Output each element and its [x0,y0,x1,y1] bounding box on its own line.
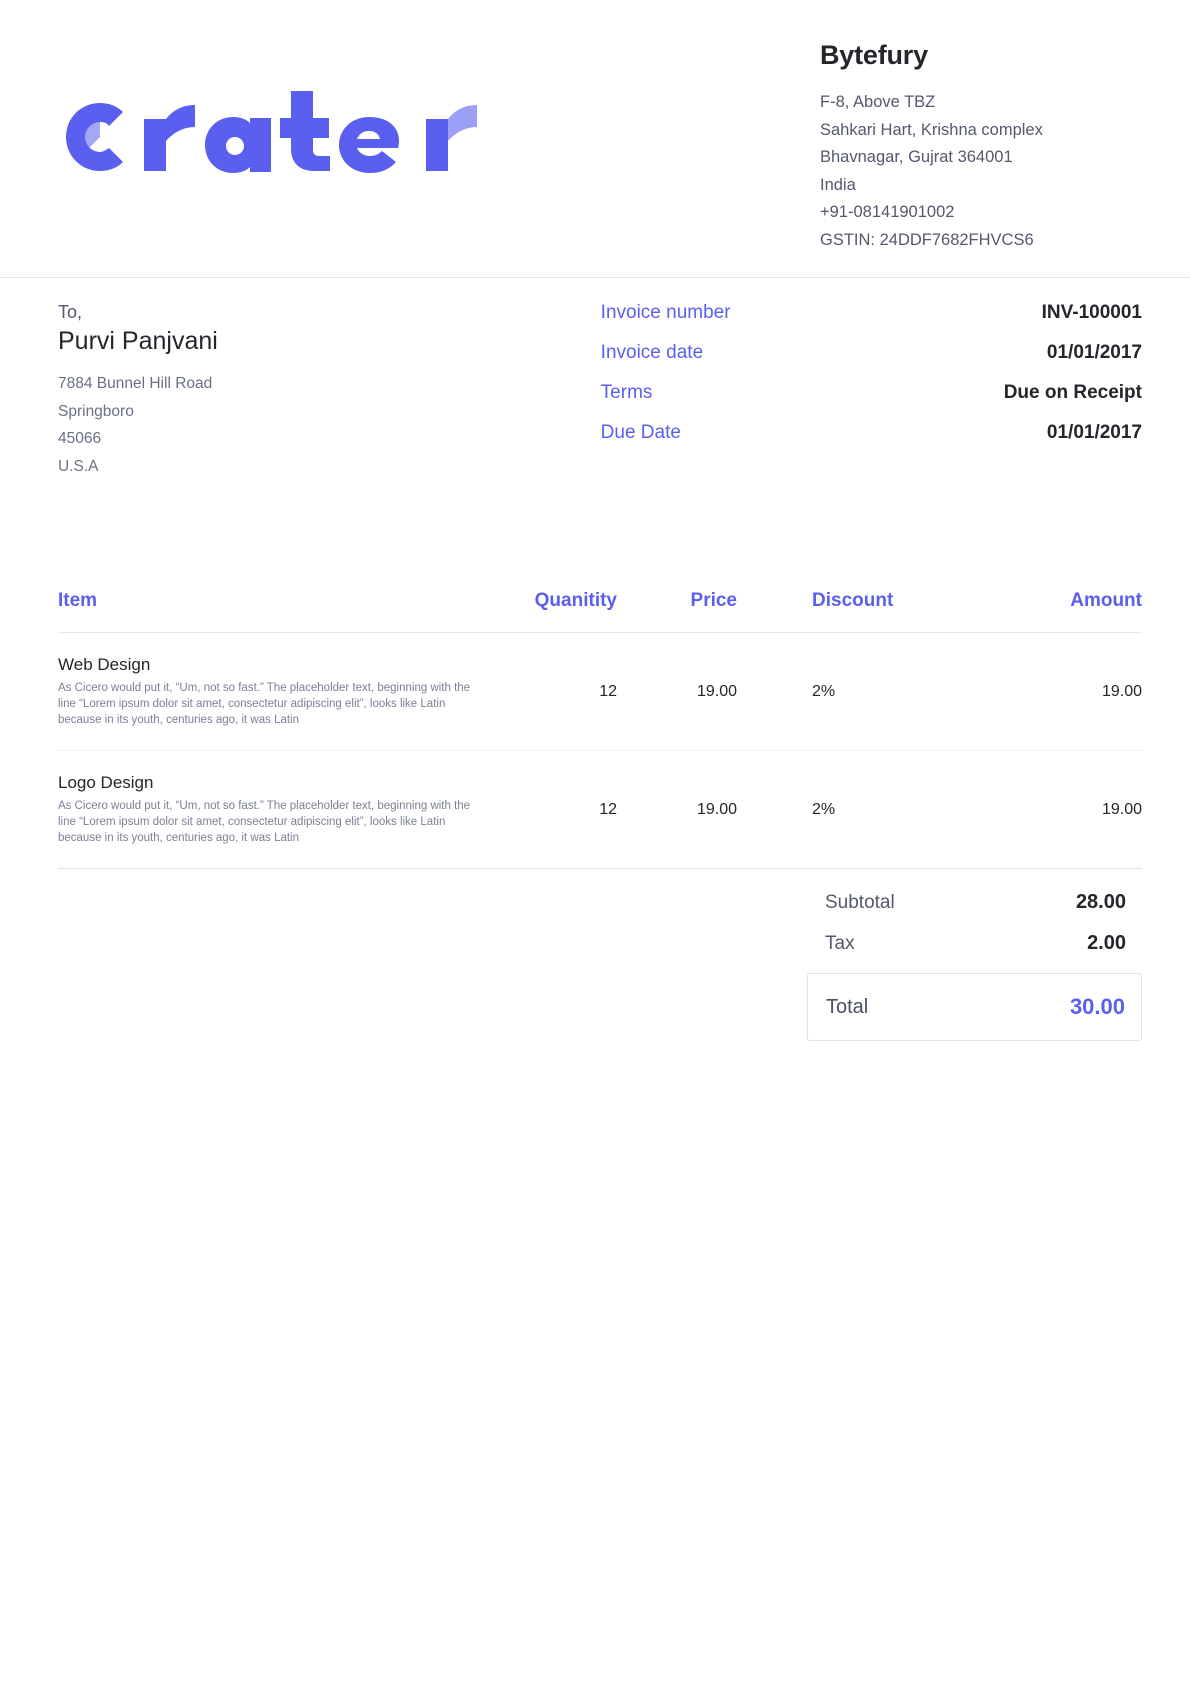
item-amount: 19.00 [997,751,1142,869]
totals-inner [807,891,1142,1041]
client-address-line: Springboro [58,402,134,420]
tax-label: Tax [825,933,855,954]
item-name: Web Design [58,655,151,674]
subtotal-row [807,891,1142,914]
company-address-line: F-8, Above TBZ [820,93,936,111]
meta-row-invoice-date [601,342,1142,364]
invoice-meta-section [0,254,1190,480]
item-quantity: 12 [487,633,617,751]
items-header-row [58,590,1142,633]
item-price: 19.00 [617,633,737,751]
company-details [820,40,1120,254]
total-label: Total [826,995,869,1018]
items-table-head [58,590,1142,633]
column-header-quantity: Quanitity [487,590,617,633]
client-address-line: U.S.A [58,457,99,475]
table-row [58,751,1142,869]
grand-total-row [807,973,1142,1041]
meta-row-invoice-number [601,302,1142,324]
meta-label: Terms [600,382,653,403]
column-header-item: Item [58,590,487,633]
item-description: As Cicero would put it, “Um, not so fast.” The placeholder text, beginning with the line “Lorem ipsum dolor sit amet, consectetur adipiscing elit”, looks like Latin because in its youth, centuries ago, it was Latin [58,682,471,726]
invoice-meta-list [601,302,1142,480]
meta-value: 01/01/2017 [1046,342,1142,363]
meta-value: Due on Receipt [1003,382,1142,403]
meta-row-terms [601,382,1142,404]
column-header-amount: Amount [997,590,1142,633]
line-items-table [58,590,1142,869]
column-header-price: Price [617,590,737,633]
subtotal-value: 28.00 [1075,891,1126,913]
crater-logo [48,85,478,195]
company-address-line: Sahkari Hart, Krishna complex [820,120,1043,139]
meta-value: INV-100001 [1041,302,1142,323]
item-quantity: 12 [487,751,617,869]
company-phone: +91-08141901002 [820,203,955,221]
company-gstin: GSTIN: 24DDF7682FHVCS6 [820,230,1034,249]
totals-section [0,891,1142,1041]
item-name: Logo Design [58,773,154,792]
company-address-line: Bhavnagar, Gujrat 364001 [820,148,1013,166]
item-cell [58,751,487,869]
client-name: Purvi Panjvani [58,327,218,355]
tax-value: 2.00 [1087,932,1126,954]
table-row [58,633,1142,751]
tax-row [807,932,1142,955]
item-price: 19.00 [617,751,737,869]
items-table-body [58,633,1142,869]
meta-row-due-date [601,422,1142,444]
bill-to-block [58,302,561,480]
meta-label: Due Date [600,422,681,443]
total-value: 30.00 [1069,994,1125,1019]
item-cell [58,633,487,751]
client-address-line: 7884 Bunnel Hill Road [58,375,213,392]
item-discount: 2% [737,633,997,751]
column-header-discount: Discount [737,590,997,633]
invoice-header [0,0,1190,254]
items-table [58,590,1142,869]
company-name: Bytefury [820,40,928,70]
meta-label: Invoice number [600,302,731,323]
subtotal-label: Subtotal [825,892,895,913]
item-amount: 19.00 [997,633,1142,751]
client-address-line: 45066 [58,430,102,447]
meta-value: 01/01/2017 [1046,422,1142,443]
header-divider [0,277,1190,278]
bill-to-label: To, [58,302,83,322]
item-discount: 2% [737,751,997,869]
item-description: As Cicero would put it, “Um, not so fast.” The placeholder text, beginning with the line “Lorem ipsum dolor sit amet, consectetur adipiscing elit”, looks like Latin because in its youth, centuries ago, it was Latin [58,800,471,844]
meta-label: Invoice date [600,342,704,363]
company-address-line: India [820,175,856,194]
